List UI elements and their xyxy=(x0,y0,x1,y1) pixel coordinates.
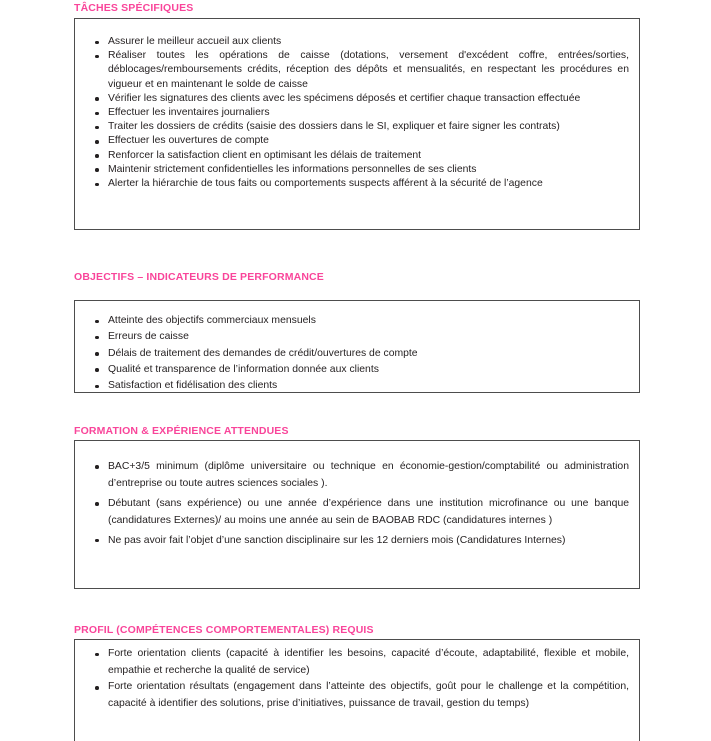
list-item: Délais de traitement des demandes de crédit/ouvertures de compte xyxy=(75,346,629,362)
section-heading-profil-competences: PROFIL (COMPÉTENCES COMPORTEMENTALES) REQUIS xyxy=(74,624,374,636)
section-heading-formation-experience: FORMATION & EXPÉRIENCE ATTENDUES xyxy=(74,425,289,437)
list-item: Débutant (sans expérience) ou une année d’expérience dans une institution microfinance ou une banque (candidatures Externes)/ au moins une année au sein de BAOBAB RDC (candidatures internes ) xyxy=(75,495,629,530)
list-item: Réaliser toutes les opérations de caisse (dotations, versement d'excédent coffre, entrées/sorties, déblocages/remboursements crédits, réception des dépôts et mensualités, en respectant les procédures en vigueur et en maintenant le solde de caisse xyxy=(75,49,629,92)
section-box-objectifs-indicateurs xyxy=(74,300,640,393)
section-formation-experience xyxy=(74,425,640,589)
list-item: Effectuer les inventaires journaliers xyxy=(75,106,629,120)
section-profil-competences xyxy=(74,624,640,741)
list-item: Forte orientation résultats (engagement dans l’atteinte des objectifs, goût pour le challenge et la compétition, capacité à identifier des solutions, prise d’initiatives, puissance de travail, gestion du temps) xyxy=(75,679,629,712)
section-heading-taches-specifiques: TÂCHES SPÉCIFIQUES xyxy=(74,2,194,14)
bullet-list-profil-competences xyxy=(75,646,629,712)
bullet-list-formation-experience xyxy=(75,458,629,549)
list-item: Vérifier les signatures des clients avec les spécimens déposés et certifier chaque transaction effectuée xyxy=(75,92,629,106)
list-item: Assurer le meilleur accueil aux clients xyxy=(75,35,629,49)
section-taches-specifiques xyxy=(74,2,640,230)
list-item: Atteinte des objectifs commerciaux mensuels xyxy=(75,313,629,329)
list-item: Forte orientation clients (capacité à identifier les besoins, capacité d’écoute, adaptabilité, flexible et mobile, empathie et recherche la qualité de service) xyxy=(75,646,629,679)
list-item: Effectuer les ouvertures de compte xyxy=(75,134,629,148)
bullet-list-taches-specifiques xyxy=(75,35,629,191)
list-item: Erreurs de caisse xyxy=(75,329,629,345)
bullet-list-objectifs-indicateurs xyxy=(75,313,629,394)
section-heading-objectifs-indicateurs: OBJECTIFS – INDICATEURS DE PERFORMANCE xyxy=(74,271,324,283)
list-item: BAC+3/5 minimum (diplôme universitaire ou technique en économie-gestion/comptabilité ou administration d’entreprise ou toute autres sciences sociales ). xyxy=(75,458,629,493)
section-box-formation-experience xyxy=(74,440,640,589)
list-item: Ne pas avoir fait l’objet d’une sanction disciplinaire sur les 12 derniers mois (Candidatures Internes) xyxy=(75,532,629,549)
list-item: Qualité et transparence de l’information donnée aux clients xyxy=(75,362,629,378)
list-item: Traiter les dossiers de crédits (saisie des dossiers dans le SI, expliquer et faire signer les contrats) xyxy=(75,120,629,134)
section-objectifs-indicateurs xyxy=(74,271,640,393)
section-box-taches-specifiques xyxy=(74,18,640,230)
list-item: Satisfaction et fidélisation des clients xyxy=(75,378,629,394)
list-item: Alerter la hiérarchie de tous faits ou comportements suspects afférent à la sécurité de l’agence xyxy=(75,177,629,191)
list-item: Maintenir strictement confidentielles les informations personnelles de ses clients xyxy=(75,163,629,177)
list-item: Renforcer la satisfaction client en optimisant les délais de traitement xyxy=(75,149,629,163)
